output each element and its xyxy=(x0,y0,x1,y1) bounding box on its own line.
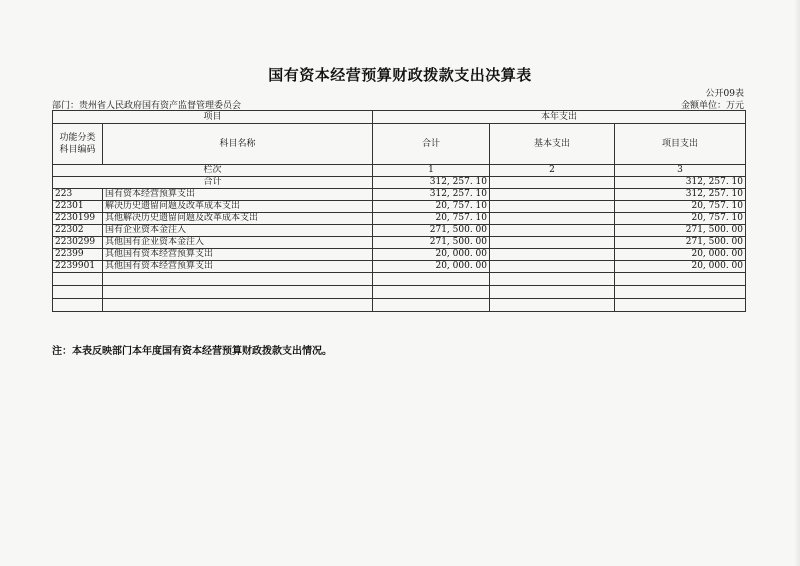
column-number-row xyxy=(53,165,746,177)
page-title: 国有资本经营预算财政拨款支出决算表 xyxy=(268,66,532,84)
row-code: 2230199 xyxy=(53,213,103,225)
row-total: 20, 000. 00 xyxy=(373,249,490,261)
row-name: 其他国有资本经营预算支出 xyxy=(103,261,373,273)
row-project: 20, 757. 10 xyxy=(615,213,746,225)
column-number-label: 栏次 xyxy=(53,165,373,177)
row-basic xyxy=(490,237,615,249)
row-total: 20, 757. 10 xyxy=(373,213,490,225)
expenditure-table xyxy=(52,110,746,312)
row-total: 271, 500. 00 xyxy=(373,237,490,249)
row-name: 其他国有企业资本金注入 xyxy=(103,237,373,249)
header-expense-group: 本年支出 xyxy=(373,111,746,124)
header-total: 合计 xyxy=(373,124,490,165)
header-row-group xyxy=(53,111,746,124)
header-basic: 基本支出 xyxy=(490,124,615,165)
row-total: 20, 000. 00 xyxy=(373,261,490,273)
table-row xyxy=(53,201,746,213)
header-item-group: 项目 xyxy=(53,111,373,124)
row-basic xyxy=(490,189,615,201)
row-name: 国有资本经营预算支出 xyxy=(103,189,373,201)
row-code: 22301 xyxy=(53,201,103,213)
total-row-basic xyxy=(490,177,615,189)
table-row xyxy=(53,237,746,249)
header-row-columns xyxy=(53,124,746,165)
total-row-project: 312, 257. 10 xyxy=(615,177,746,189)
total-row-total: 312, 257. 10 xyxy=(373,177,490,189)
row-project: 20, 000. 00 xyxy=(615,249,746,261)
row-basic xyxy=(490,213,615,225)
header-name: 科目名称 xyxy=(103,124,373,165)
row-name: 其他解决历史遗留问题及改革成本支出 xyxy=(103,213,373,225)
row-project: 20, 000. 00 xyxy=(615,261,746,273)
row-code: 223 xyxy=(53,189,103,201)
table-note: 注：本表反映部门本年度国有资本经营预算财政拨款支出情况。 xyxy=(52,346,332,357)
row-name: 其他国有资本经营预算支出 xyxy=(103,249,373,261)
row-project: 312, 257. 10 xyxy=(615,189,746,201)
row-code: 2230299 xyxy=(53,237,103,249)
row-basic xyxy=(490,249,615,261)
table-row xyxy=(53,261,746,273)
row-basic xyxy=(490,201,615,213)
table-row xyxy=(53,225,746,237)
empty-row xyxy=(53,299,746,312)
form-number: 公开09表 xyxy=(705,89,744,99)
row-name: 国有企业资本金注入 xyxy=(103,225,373,237)
row-code: 22399 xyxy=(53,249,103,261)
header-code-line1: 功能分类 xyxy=(59,133,96,143)
column-number-3: 3 xyxy=(615,165,746,177)
row-basic xyxy=(490,225,615,237)
row-project: 271, 500. 00 xyxy=(615,237,746,249)
department-label: 部门：贵州省人民政府国有资产监督管理委员会 xyxy=(52,101,242,111)
table-row xyxy=(53,213,746,225)
header-code xyxy=(53,124,103,165)
header-project: 项目支出 xyxy=(615,124,746,165)
row-project: 271, 500. 00 xyxy=(615,225,746,237)
row-basic xyxy=(490,261,615,273)
row-project: 20, 757. 10 xyxy=(615,201,746,213)
table-row xyxy=(53,249,746,261)
total-row xyxy=(53,177,746,189)
column-number-1: 1 xyxy=(373,165,490,177)
row-code: 22302 xyxy=(53,225,103,237)
row-name: 解决历史遗留问题及改革成本支出 xyxy=(103,201,373,213)
row-total: 312, 257. 10 xyxy=(373,189,490,201)
row-code: 2239901 xyxy=(53,261,103,273)
amount-unit-label: 金额单位：万元 xyxy=(680,101,744,111)
total-row-label: 合计 xyxy=(53,177,373,189)
empty-row xyxy=(53,286,746,299)
column-number-2: 2 xyxy=(490,165,615,177)
scan-edge-shadow xyxy=(794,0,800,566)
empty-row xyxy=(53,273,746,286)
table-row xyxy=(53,189,746,201)
row-total: 271, 500. 00 xyxy=(373,225,490,237)
header-code-line2: 科目编码 xyxy=(59,145,96,155)
row-total: 20, 757. 10 xyxy=(373,201,490,213)
